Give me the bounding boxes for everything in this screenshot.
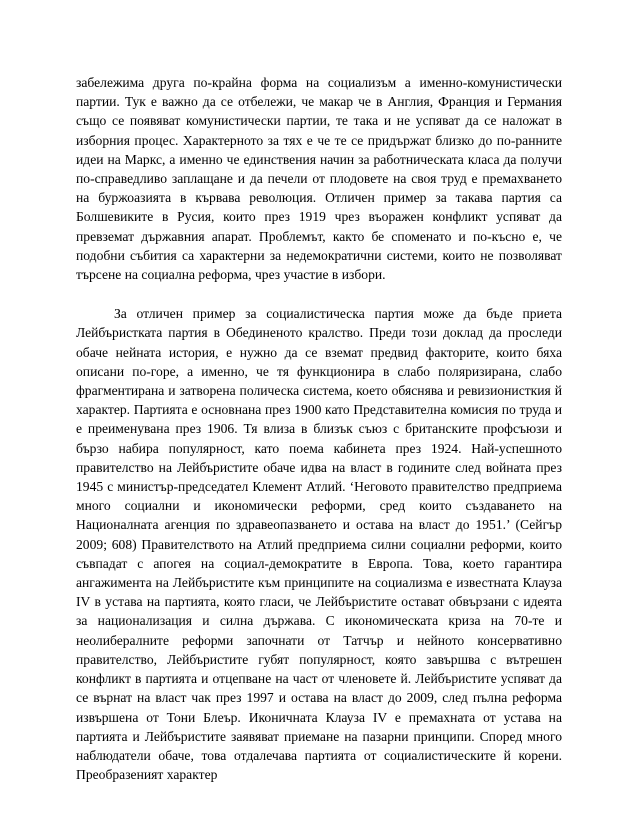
document-page bbox=[76, 73, 562, 784]
paragraph-2: За отличен пример за социалистическа партия може да бъде приета Лейбъристката партия в Обединеното кралство. Преди този доклад да проследи обаче нейната история, е нужно да се вземат предвид факторите, които бяха описани по-горе, а именно, че тя функционира в слабо поляризирана, слабо фрагментирана и затворена полическа система, което обяснява и ревизионисткия й характер. Партията е основнана през 1900 като Представителна комисия по труда и е преименувана през 1906. Тя влиза в близък съюз с британските профсъюзи и бързо набира популярност, като поема кабинета през 1924. Най-успешното правителство на Лейбъристите обаче идва на власт в годините след войната през 1945 с министър-председател Клемент Атлий. ‘Неговото правителство предприема много социални и икономически реформи, сред които създаването на Националната агенция по здравеопазването и остава на власт до 1951.’ (Сейгър 2009; 608) Правителството на Атлий предприема силни социални реформи, които съвпадат с апогея на социал-демократите в Европа. Това, което гарантира ангажимента на Лейбъристите към принципите на социализма е известната Клауза IV в устава на партията, която гласи, че Лейбъристите остават обвързани с идеята за национализация и силна държава. С икономическата криза на 70-те и неолибералните реформи започнати от Татчър и нейното консервативно правителство, Лейбъристите губят популярност, която завършва с вътрешен конфликт в партията и отцепване на част от членовете й. Лейбъристите успяват да се върнат на власт чак през 1997 и остава на власт до 2009, след пълна реформа извършена от Тони Блеър. Иконичната Клауза IV е премахната от устава на партията и Лейбъристите заявяват приемане на пазарни принципи. Според много наблюдатели обаче, това отдалечава партията от социалистическите й корени. Преобразеният характер bbox=[76, 306, 562, 783]
paragraph-1: забележима друга по-крайна форма на социализъм а именно-комунистически партии. Тук е важно да се отбележи, че макар че в Англия, Франция и Германия също се появяват комунистически партии, те така и не успяват да се наложат в изборния процес. Характерното за тях е че те се придържат близко до по-ранните идеи на Маркс, а именно че единствения начин за работническата класа да получи по-справедливо заплащане и да печели от плодовете на своя труд е премахването на буржоазията в кървава революция. Отличен пример за такава партия са Болшевиките в Русия, които през 1919 чрез въоражен конфликт успяват да превземат държавния апарат. Проблемът, както бе споменато и по-късно е, че подобни събития са характерни за недемократични системи, които не позволяват търсене на социална реформа, чрез участие в избори. bbox=[76, 75, 562, 283]
